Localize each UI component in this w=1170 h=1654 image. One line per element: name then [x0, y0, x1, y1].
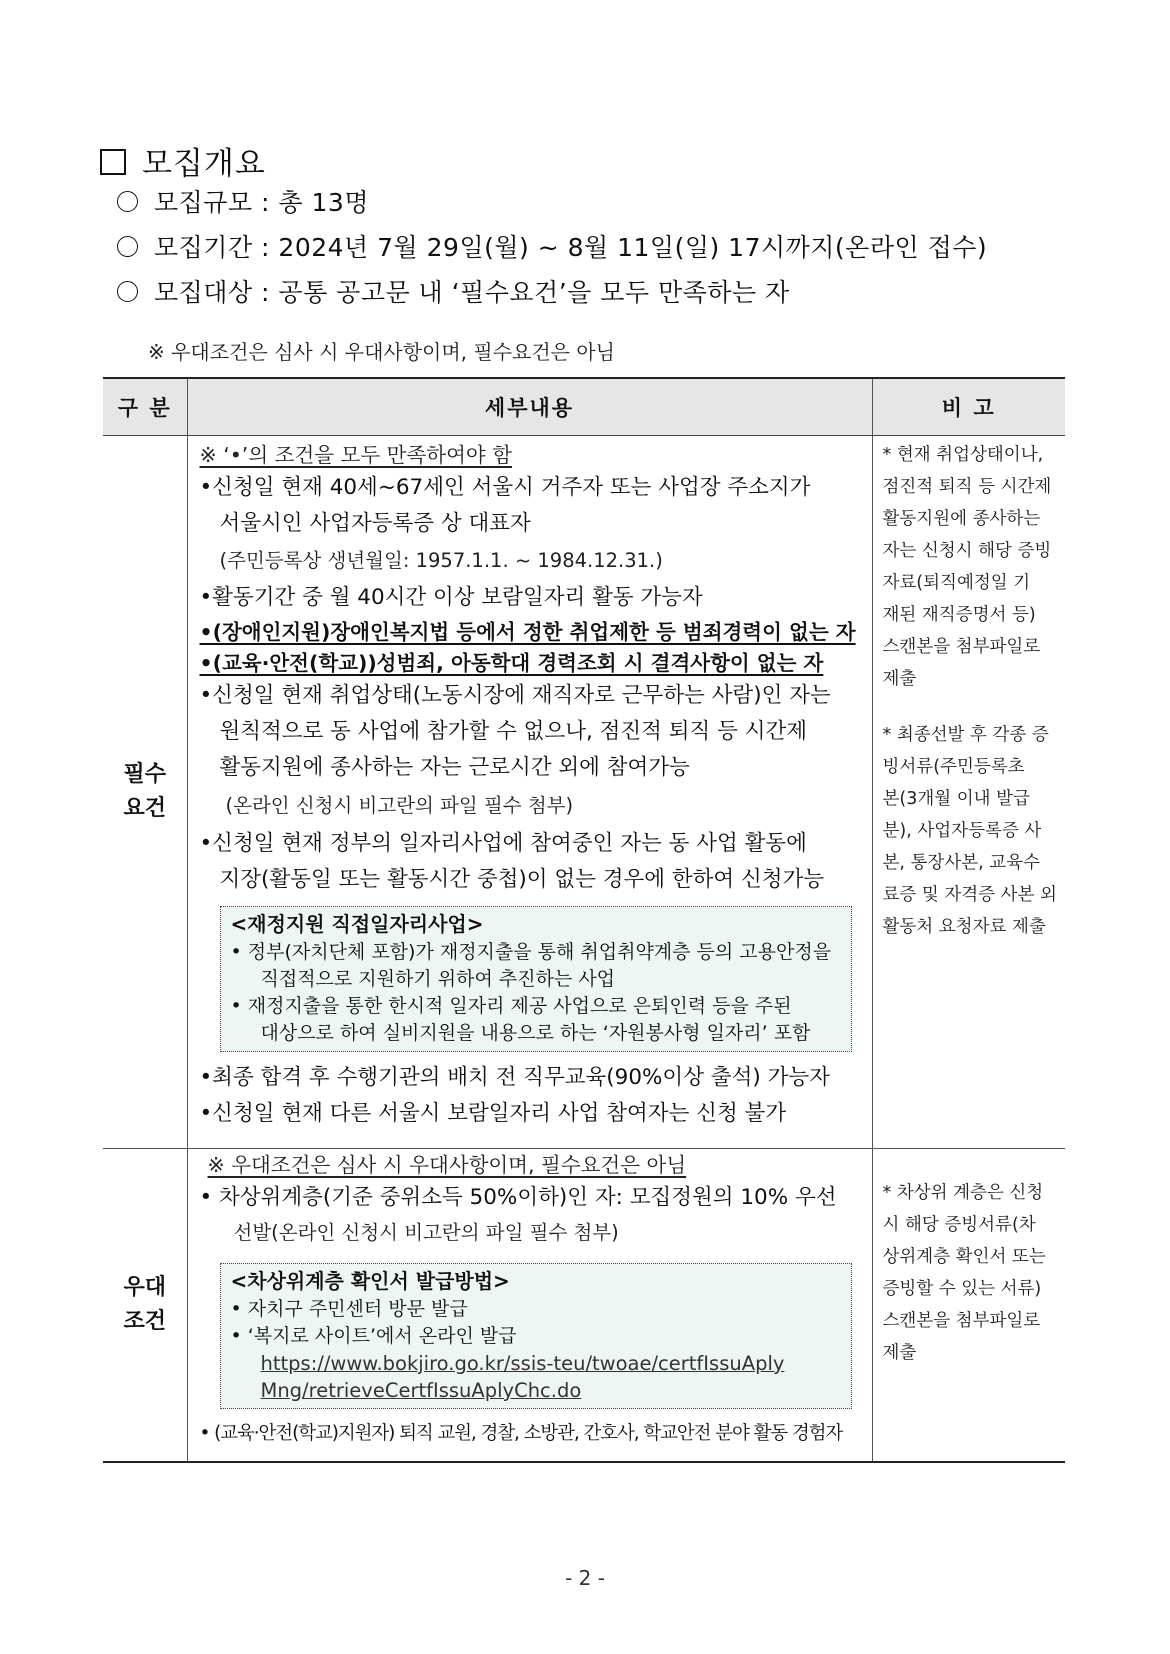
table-row-preferred: [103, 1149, 1065, 1463]
preferred-remarks: * 차상위 계층은 신청 시 해당 증빙서류(차 상위계층 확인서 또는 증빙할 수 있는 서류) 스캔본을 첨부파일로 제출: [872, 1149, 1065, 1463]
category-required: 필수 요건: [103, 436, 187, 1149]
bokjiro-url-link[interactable]: https://www.bokjiro.go.kr/ssis-teu/twoae/certfIssuAply: [260, 1352, 785, 1375]
preferred-note: ※ 우대조건은 심사 시 우대사항이며, 필수요건은 아님: [207, 1153, 687, 1177]
certificate-issuance-box: <차상위계층 확인서 발급방법> • 자치구 주민센터 방문 발급 • ‘복지로 사이트’에서 온라인 발급 https://www.bokjiro.go.kr/ssis-teu/twoae/certfIssuAply Mng/retrieveCertfIssuAplyChc.do: [220, 1263, 852, 1409]
overview-item-period: 모집기간 : 2024년 7월 29일(월) ~ 8월 11일(일) 17시까지(온라인 접수): [117, 228, 987, 264]
required-bullet-age: •신청일 현재 40세~67세인 서울시 거주자 또는 사업장 주소지가: [199, 475, 811, 500]
circle-bullet-icon: [117, 236, 138, 257]
table-header-row: [103, 378, 1065, 436]
required-details: ※ ‘•’의 조건을 모두 만족하여야 함 •신청일 현재 40세~67세인 서울시 거주자 또는 사업장 주소지가 서울시인 사업자등록증 상 대표자 (주민등록상 생년월일: 1957.1.1. ~ 1984.12.31.) •활동기간 중 월 40시간 이상 보람일자리 활동 가능자 •(장애인지원)장애인복지법 등에서 정한 취업제한 등 범죄경력이 없는 자 •(교육·안전(학교))성범죄, 아동학대 경력조회 시 결격사항이 없는 자 •신청일 현재 취업상태(노동시장에 재직자로 근무하는 사람)인 자는 원칙적으로 동 사업에 참가할 수 없으나, 점진적 퇴직 등 시간제 활동지원에 종사하는 자는 근로시간 외에 참여가능 (온라인 신청시 비고란의 파일 필수 첨부) •신청일 현재 정부의 일자리사업에 참여중인 자는 동 사업 활동에 지장(활동일 또는 활동시간 중첩)이 없는 경우에 한하여 신청가능 <재정지원 직접일자리사업> • 정부(자치단체 포함)가 재정지출을 통해 취업취약계층 등의 고용안정을 직접적으로 지원하기 위하여 추진하는 사업 • 재정지출을 통한 한시적 일자리 제공 사업으로 은퇴인력 등을 주된 대상으로 하여 실비지원을 내용으로 하는 ‘자원봉사형 일자리’ 포함 •최종 합격 후 수행기관의 배치 전 직무교육(90%이상 출석) 가능자 •신청일 현재 다른 서울시 보람일자리 사업 참여자는 신청 불가: [187, 436, 872, 1149]
preferred-bullet-low-income: • 차상위계층(기준 중위소득 50%이하)인 자: 모집정원의 10% 우선: [199, 1185, 837, 1210]
required-remarks: * 현재 취업상태이나, 점진적 퇴직 등 시간제 활동지원에 종사하는 자는 신청시 해당 증빙 자료(퇴직예정일 기 재된 재직증명서 등) 스캔본을 첨부파일로 제출 * 최종선발 후 각종 증 빙서류(주민등록초 본(3개월 이내 발급 분), 사업자등록증 사 본, 통장사본, 교육수 료증 및 자격증 사본 외 활동처 요청자료 제출: [872, 436, 1065, 1149]
required-bullet-gov-jobs: •신청일 현재 정부의 일자리사업에 참여중인 자는 동 사업 활동에: [199, 831, 807, 856]
header-remarks: 비 고: [872, 378, 1065, 436]
required-bullet-other-participant: •신청일 현재 다른 서울시 보람일자리 사업 참여자는 신청 불가: [199, 1101, 787, 1126]
required-bullet-hours: •활동기간 중 월 40시간 이상 보람일자리 활동 가능자: [199, 585, 703, 610]
bokjiro-url-link-cont[interactable]: Mng/retrieveCertfIssuAplyChc.do: [260, 1379, 582, 1402]
checkbox-square-icon: [100, 149, 126, 175]
page-number: - 2 -: [565, 1566, 605, 1590]
table-row-required: [103, 436, 1065, 1149]
category-preferred: 우대 조건: [103, 1149, 187, 1463]
note-preferred-vs-required: ※ 우대조건은 심사 시 우대사항이며, 필수요건은 아님: [148, 340, 615, 364]
direct-job-program-box: <재정지원 직접일자리사업> • 정부(자치단체 포함)가 재정지출을 통해 취업취약계층 등의 고용안정을 직접적으로 지원하기 위하여 추진하는 사업 • 재정지출을 통한 한시적 일자리 제공 사업으로 은퇴인력 등을 주된 대상으로 하여 실비지원을 내용으로 하는 ‘자원봉사형 일자리’ 포함: [220, 906, 852, 1052]
header-details: 세부내용: [187, 378, 872, 436]
preferred-bullet-education-safety: • (교육·안전(학교)지원자) 퇴직 교원, 경찰, 소방관, 간호사, 학교안전 분야 활동 경험자: [199, 1423, 843, 1444]
required-bullet-disability: •(장애인지원)장애인복지법 등에서 정한 취업제한 등 범죄경력이 없는 자: [199, 620, 856, 644]
circle-bullet-icon: [117, 281, 138, 302]
section-title: 모집개요: [100, 138, 266, 183]
required-bullet-education: •(교육·안전(학교))성범죄, 아동학대 경력조회 시 결격사항이 없는 자: [199, 651, 824, 675]
header-category: 구 분: [103, 378, 187, 436]
overview-item-target: 모집대상 : 공통 공고문 내 ‘필수요건’을 모두 만족하는 자: [117, 273, 790, 309]
required-bullet-employed: •신청일 현재 취업상태(노동시장에 재직자로 근무하는 사람)인 자는: [199, 683, 831, 708]
circle-bullet-icon: [117, 191, 138, 212]
recruitment-requirements-table: [103, 377, 1065, 1463]
required-bullet-training: •최종 합격 후 수행기관의 배치 전 직무교육(90%이상 출석) 가능자: [199, 1065, 830, 1090]
preferred-details: ※ 우대조건은 심사 시 우대사항이며, 필수요건은 아님 • 차상위계층(기준 중위소득 50%이하)인 자: 모집정원의 10% 우선 선발(온라인 신청시 비고란의 파일 필수 첨부) <차상위계층 확인서 발급방법> • 자치구 주민센터 방문 발급 • ‘복지로 사이트’에서 온라인 발급 https://www.bokjiro.go.kr/ssis-teu/twoae/certfIssuAply Mng/retrieveCertfIssuAplyChc.do • (교육·안전(학교)지원자) 퇴직 교원, 경찰, 소방관, 간호사, 학교안전 분야 활동 경험자: [187, 1149, 872, 1463]
required-note: ※ ‘•’의 조건을 모두 만족하여야 함: [199, 443, 513, 467]
overview-item-scale: 모집규모 : 총 13명: [117, 183, 369, 219]
